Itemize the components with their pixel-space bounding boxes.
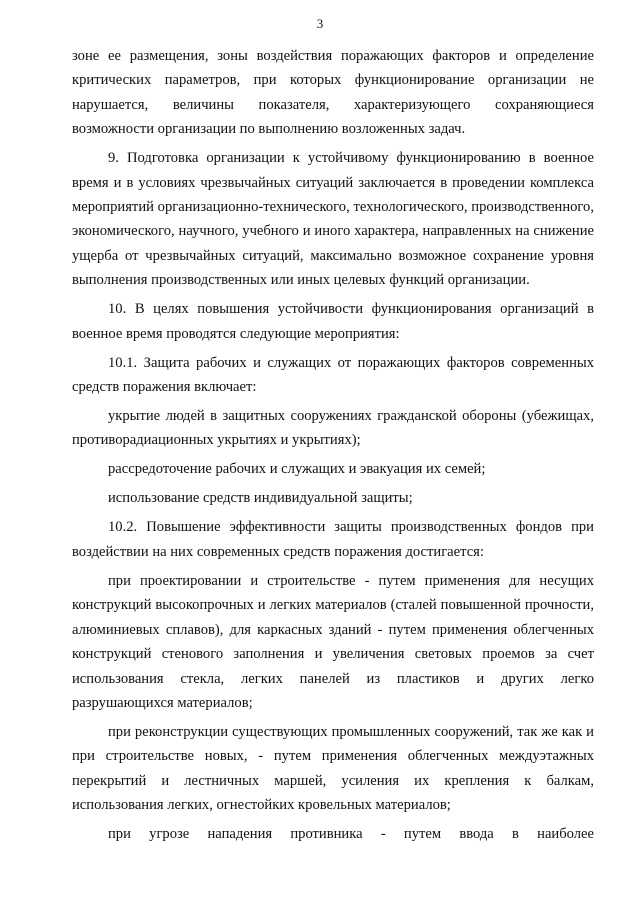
- paragraph-item-9: 9. Подготовка организации к устойчивому функционированию в военное время и в условиях чрезвычайных ситуаций заключается в проведении комплекса мероприятий организационно-технического, технологического, производственного, экономического, научного, учебного и иного характера, направленных на снижение ущерба от чрезвычайных ситуаций, максимально возможное сохранение уровня выполнения производственных или иных целевых функций организации.: [72, 150, 594, 289]
- page-number: 3: [316, 16, 324, 31]
- document-body: [72, 44, 594, 851]
- paragraph-item-10-1: 10.1. Защита рабочих и служащих от поражающих факторов современных средств поражения включает:: [72, 354, 594, 396]
- paragraph-ppe: использование средств индивидуальной защиты;: [108, 490, 413, 507]
- paragraph-shelter: укрытие людей в защитных сооружениях гражданской обороны (убежищах, противорадиационных укрытиях и укрытиях);: [72, 408, 594, 449]
- paragraph-item-10-2: 10.2. Повышение эффективности защиты производственных фондов при воздействии на них современных средств поражения достигается:: [72, 519, 594, 560]
- paragraph-item-10: 10. В целях повышения устойчивости функционирования организаций в военное время проводятся следующие мероприятия:: [72, 301, 594, 342]
- paragraph-design-construction: при проектировании и строительстве - путем применения для несущих конструкций высокопрочных и легких материалов (сталей повышенной прочности, алюминиевых сплавов), для каркасных зданий - путем применения облегченных конструкций стенового заполнения и увеличения световых проемов за счет использования стекла, легких панелей из пластиков и других легко разрушающихся материалов;: [72, 572, 594, 711]
- paragraph-dispersal: рассредоточение рабочих и служащих и эвакуация их семей;: [108, 461, 486, 478]
- paragraph-continuation: зоне ее размещения, зоны воздействия поражающих факторов и определение критических параметров, при которых функционирование организации не нарушается, величины показателя, характеризующего сохраняющиеся возможности организации по выполнению возложенных задач.: [72, 48, 594, 138]
- paragraph-reconstruction: при реконструкции существующих промышленных сооружений, так же как и при строительстве новых, - путем применения облегченных междуэтажных перекрытий и лестничных маршей, усиления их крепления к балкам, использования легких, огнестойких кровельных материалов;: [72, 723, 594, 814]
- paragraph-threat: при угрозе нападения противника - путем ввода в наиболее: [108, 826, 594, 843]
